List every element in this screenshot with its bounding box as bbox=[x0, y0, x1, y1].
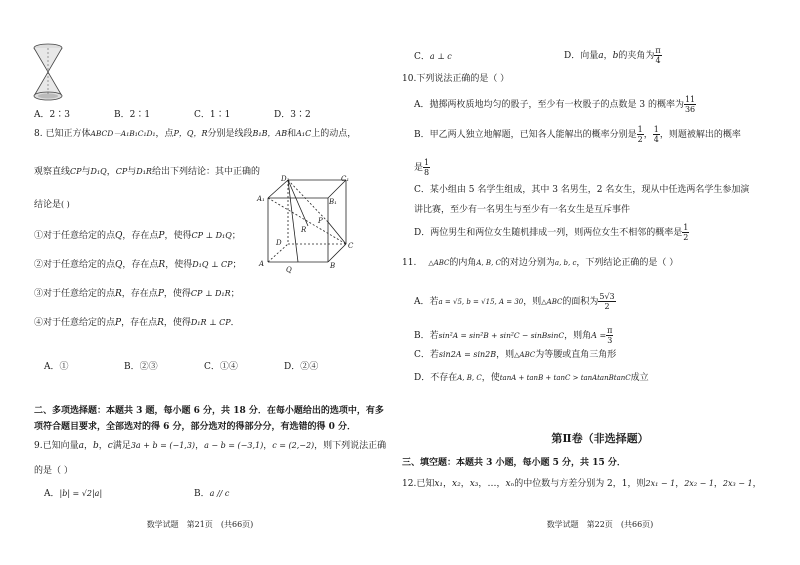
vector-c: c bbox=[107, 441, 113, 451]
conclusion-text: ，使得 bbox=[163, 289, 191, 299]
fraction bbox=[598, 292, 615, 311]
conclusion-var: P bbox=[115, 318, 122, 328]
conclusion-text: ，存在点 bbox=[121, 318, 158, 328]
q12-text: 的中位数与方差分别为 2，1，则 bbox=[514, 479, 646, 489]
conclusion-text: ③对于任意给定的点 bbox=[34, 289, 116, 299]
q12-text: ， bbox=[443, 479, 453, 489]
frac-num: 5√3 bbox=[599, 292, 615, 301]
q7-option-c: C．1∶1 bbox=[194, 110, 231, 120]
q8-points: P，Q，R bbox=[173, 129, 208, 138]
frac-num: 1 bbox=[424, 158, 430, 167]
conclusion-text: ①对于任意给定的点 bbox=[34, 231, 116, 241]
q8-conclusion-3 bbox=[34, 288, 240, 300]
q12-expr: 2x₁ − 1 bbox=[645, 479, 676, 488]
option-text: 的夹角为 bbox=[618, 51, 655, 61]
cube-label-p: P bbox=[318, 217, 323, 225]
q8-text: 与 bbox=[127, 167, 137, 177]
frac-den: 2 bbox=[637, 135, 643, 144]
option-text: C．若 bbox=[414, 350, 439, 360]
q9-eq1: 3a + b = (−1,3) bbox=[130, 441, 196, 450]
option-label: A． bbox=[44, 489, 60, 499]
vector-a: a bbox=[78, 441, 84, 451]
q8-conclusion-1 bbox=[34, 230, 241, 242]
option-expr: sin2A = sin2B bbox=[438, 350, 497, 359]
option-text: 的面积为 bbox=[562, 297, 599, 307]
frac-num: 1 bbox=[653, 125, 659, 134]
cube-label-r: R bbox=[301, 226, 307, 234]
option-text: D．不存在 bbox=[414, 373, 458, 383]
cube-label-d1: D₁ bbox=[281, 175, 290, 183]
page-footer: 数学试题 第22页 (共66页) bbox=[546, 520, 654, 529]
cube-label-c: C bbox=[348, 242, 354, 250]
q8-text: 结论是 bbox=[34, 200, 62, 210]
double-cone-figure bbox=[28, 42, 68, 102]
cube-label-d: D bbox=[276, 239, 282, 247]
q12-text: ， bbox=[752, 479, 762, 489]
conclusion-var: P bbox=[157, 289, 164, 299]
option-expr: △ABC bbox=[514, 351, 536, 359]
q8-option-d: D．②④ bbox=[284, 362, 319, 372]
option-expr: |b| = √2|a| bbox=[59, 489, 103, 498]
option-expr: a ⊥ c bbox=[429, 52, 452, 61]
q8-text: 和 bbox=[287, 129, 297, 139]
q11-text: 11. bbox=[402, 258, 417, 268]
option-text: 成立 bbox=[630, 373, 649, 383]
conclusion-var: R bbox=[115, 289, 122, 299]
option-expr: A = bbox=[591, 331, 607, 340]
frac-num: 1 bbox=[683, 223, 689, 232]
option-expr: △ABC bbox=[541, 298, 563, 306]
q10-option-a bbox=[414, 95, 696, 114]
option-label: B． bbox=[194, 489, 210, 499]
conclusion-var: Q bbox=[115, 231, 123, 241]
q8-line1 bbox=[34, 128, 356, 140]
conclusion-text: ，存在点 bbox=[122, 231, 159, 241]
q8-line-cp: CP bbox=[115, 167, 128, 176]
conclusion-text: ． bbox=[230, 318, 240, 328]
vector-b: b bbox=[92, 441, 99, 451]
option-text: ，则角 bbox=[564, 331, 592, 341]
conclusion-text: ； bbox=[232, 260, 242, 270]
q12-var: xₙ bbox=[505, 479, 515, 489]
fraction bbox=[684, 95, 696, 114]
conclusion-expr: D₁R ⊥ CP bbox=[190, 318, 231, 327]
q8-text: 分别是线段 bbox=[207, 129, 253, 139]
conclusion-text: ，使得 bbox=[164, 231, 192, 241]
cube-figure bbox=[252, 174, 364, 276]
fraction bbox=[682, 223, 689, 242]
q9-option-d bbox=[564, 46, 662, 65]
q7-option-d: D．3∶2 bbox=[274, 110, 311, 120]
q11-text: 的对边分别为 bbox=[500, 258, 555, 268]
frac-den: 8 bbox=[424, 168, 430, 177]
q10-option-d bbox=[414, 223, 689, 242]
q8-line-cp: CP bbox=[70, 167, 82, 176]
frac-den: 36 bbox=[684, 105, 696, 114]
conclusion-var: R bbox=[157, 318, 164, 328]
frac-den: 4 bbox=[655, 56, 661, 65]
frac-num: 11 bbox=[684, 95, 696, 104]
q11-triangle: △ABC bbox=[428, 259, 450, 267]
q8-text: 观察直线 bbox=[34, 167, 71, 177]
part2-heading: 第Ⅱ卷（非选择题） bbox=[551, 432, 649, 445]
option-text: 为等腰或直角三角形 bbox=[535, 350, 617, 360]
option-text: 是 bbox=[414, 163, 424, 173]
conclusion-text: ④对于任意给定的点 bbox=[34, 318, 116, 328]
option-text: ， bbox=[643, 130, 653, 140]
q7-option-a: A．2∶3 bbox=[34, 110, 70, 120]
q12-expr: 2x₂ − 1 bbox=[684, 479, 714, 488]
fraction bbox=[654, 46, 661, 65]
option-text: ，则 bbox=[496, 350, 515, 360]
frac-den: 2 bbox=[683, 233, 689, 242]
q12-expr: 2x₃ − 1 bbox=[722, 479, 753, 488]
q8-cube-name: ABCD－A₁B₁C₁D₁ bbox=[90, 129, 156, 138]
q12-var: x₃ bbox=[469, 479, 479, 489]
vector-b: b bbox=[612, 51, 619, 61]
fraction bbox=[606, 326, 613, 345]
conclusion-var: Q bbox=[115, 260, 123, 270]
conclusion-text: ； bbox=[230, 289, 240, 299]
conclusion-expr: CP ⊥ D₁R bbox=[190, 289, 231, 298]
frac-den: 4 bbox=[653, 135, 659, 144]
q9-text: ，则下列说法正确 bbox=[314, 441, 387, 451]
conclusion-text: ，使得 bbox=[163, 318, 191, 328]
q8-option-b: B．②③ bbox=[124, 362, 158, 372]
q8-seg2: AB bbox=[275, 129, 288, 138]
conclusion-expr: D₁Q ⊥ CP bbox=[192, 260, 233, 269]
vector-a: a bbox=[598, 51, 604, 61]
q8-line-d1r: D₁R bbox=[136, 167, 152, 176]
conclusion-text: ②对于任意给定的点 bbox=[34, 260, 116, 270]
option-text: A．抛掷两枚质地均匀的骰子，至少有一枚骰子的点数是 3 的概率为 bbox=[414, 100, 684, 110]
q9-option-b bbox=[194, 488, 229, 500]
q10-option-b bbox=[414, 125, 741, 144]
option-expr: a // c bbox=[209, 489, 230, 498]
option-text: ，则题被解出的概率 bbox=[659, 130, 741, 140]
q9-line2: 的是（ ） bbox=[34, 466, 73, 476]
q9-option-c bbox=[414, 51, 452, 63]
q12-text: ， bbox=[460, 479, 470, 489]
frac-num: π bbox=[655, 46, 661, 55]
option-text: B．若 bbox=[414, 331, 439, 341]
q11-angles: A, B, C bbox=[476, 259, 501, 267]
q12-text: ， bbox=[713, 479, 723, 489]
q11-text: 的内角 bbox=[449, 258, 477, 268]
option-expr: A, B, C bbox=[457, 374, 482, 382]
option-text: A．若 bbox=[414, 297, 439, 307]
q8-line-d1q: D₁Q bbox=[90, 167, 107, 176]
q11-option-b bbox=[414, 326, 613, 345]
conclusion-text: ，存在点 bbox=[122, 260, 159, 270]
q10-option-c-line1: C．某小组由 5 名学生组成，其中 3 名男生，2 名女生，现从中任选两名学生参加演 bbox=[414, 185, 750, 195]
option-expr: tanA + tanB + tanC > tanAtanBtanC bbox=[499, 374, 631, 382]
q8-text: ，点 bbox=[155, 129, 174, 139]
q9-eq2: a − b = (−3,1) bbox=[204, 441, 264, 450]
q8-line3 bbox=[34, 199, 70, 211]
conclusion-text: ，存在点 bbox=[121, 289, 158, 299]
q9-text: 满足 bbox=[112, 441, 131, 451]
q10-option-b-cont bbox=[414, 158, 430, 177]
q8-text: 上的动点， bbox=[311, 129, 357, 139]
q8-seg3: A₁C bbox=[296, 129, 312, 138]
frac-den: 3 bbox=[607, 336, 613, 345]
cube-label-a: A bbox=[259, 260, 265, 268]
q11-text: ，下列结论正确的是（ ） bbox=[576, 258, 679, 268]
section2-line1: 二、多项选择题：本题共 3 题，每小题 6 分，共 18 分．在每小题给出的选项中，有多 bbox=[34, 406, 384, 416]
cube-label-b: B bbox=[330, 262, 336, 270]
option-text: ，则 bbox=[523, 297, 542, 307]
q12-text: …， bbox=[487, 479, 506, 489]
q8-seg1: B₁B， bbox=[252, 129, 276, 138]
q8-answer-paren: ( ) bbox=[61, 200, 70, 209]
q12-text: ， bbox=[478, 479, 488, 489]
option-expr: sin²A = sin²B + sin²C − sinBsinC bbox=[438, 331, 565, 340]
option-label: C． bbox=[414, 52, 430, 62]
cube-label-b1: B₁ bbox=[329, 198, 337, 206]
q11-option-a bbox=[414, 292, 616, 311]
frac-num: π bbox=[607, 326, 613, 335]
conclusion-text: ； bbox=[231, 231, 241, 241]
option-expr: a = √5, b = √15, A = 30 bbox=[438, 298, 524, 306]
section3-heading: 三、填空题：本题共 3 小题，每小题 5 分，共 15 分． bbox=[402, 458, 626, 468]
right-page bbox=[400, 0, 800, 565]
q8-prefix: 8. 已知正方体 bbox=[34, 129, 91, 139]
q11-option-d bbox=[414, 372, 649, 384]
conclusion-var: P bbox=[158, 231, 165, 241]
q9-option-a bbox=[44, 488, 102, 500]
fraction bbox=[423, 158, 430, 177]
frac-num: 1 bbox=[637, 125, 643, 134]
q8-option-c: C．①④ bbox=[204, 362, 238, 372]
q8-option-a: A．① bbox=[44, 362, 69, 372]
q11-sides: a, b, c bbox=[554, 259, 577, 267]
conclusion-var: R bbox=[158, 260, 166, 270]
q7-option-b: B．2∶1 bbox=[114, 110, 151, 120]
option-label: D．向量 bbox=[564, 51, 599, 61]
q12-line1 bbox=[402, 478, 762, 490]
section2-line2: 项符合题目要求，全部选对的得 6 分，部分选对的得部分分，有选错的得 0 分． bbox=[34, 422, 357, 432]
q11-title bbox=[402, 257, 678, 269]
frac-den: 2 bbox=[604, 302, 610, 311]
q11-option-c bbox=[414, 349, 616, 361]
q8-text: 给出下列结论：其中正确的 bbox=[151, 167, 260, 177]
q12-var: x₂ bbox=[452, 479, 461, 489]
cube-label-q: Q bbox=[286, 266, 292, 274]
fraction bbox=[653, 125, 660, 144]
q9-text: 9.已知向量 bbox=[34, 441, 79, 451]
q10-title: 10.下列说法正确的是（ ） bbox=[402, 74, 510, 84]
q8-text: 与 bbox=[81, 167, 91, 177]
cube-label-a1: A₁ bbox=[257, 195, 265, 203]
q9-line1: 9.已知向量a，b，c满足3a + b = (−1,3)，a − b = (−3,1)，c = (2,−2)，则下列说法正确 bbox=[34, 441, 387, 451]
q12-text: ， bbox=[675, 479, 685, 489]
q8-text: ， bbox=[106, 167, 116, 177]
option-text: D．两位男生和两位女生随机排成一列，则两位女生不相邻的概率是 bbox=[414, 228, 683, 238]
q12-var: x₁ bbox=[434, 479, 444, 489]
option-text: ， bbox=[603, 51, 613, 61]
q10-option-c-line2: 讲比赛，至少有一名男生与至少有一名女生是互斥事件 bbox=[414, 205, 631, 215]
cube-label-c1: C₁ bbox=[341, 175, 350, 183]
page-footer: 数学试题 第21页 (共66页) bbox=[146, 520, 254, 529]
q8-conclusion-4 bbox=[34, 317, 240, 329]
option-text: B．甲乙两人独立地解题，已知各人能解出的概率分别是 bbox=[414, 130, 637, 140]
q12-text: 12.已知 bbox=[402, 479, 435, 489]
option-text: ，使 bbox=[481, 373, 500, 383]
q8-line2 bbox=[34, 166, 260, 178]
conclusion-text: ，使得 bbox=[165, 260, 193, 270]
q9-eq3: c = (2,−2) bbox=[272, 441, 315, 450]
fraction bbox=[637, 125, 644, 144]
conclusion-expr: CP ⊥ D₁Q bbox=[191, 231, 232, 240]
q8-conclusion-2 bbox=[34, 259, 242, 271]
